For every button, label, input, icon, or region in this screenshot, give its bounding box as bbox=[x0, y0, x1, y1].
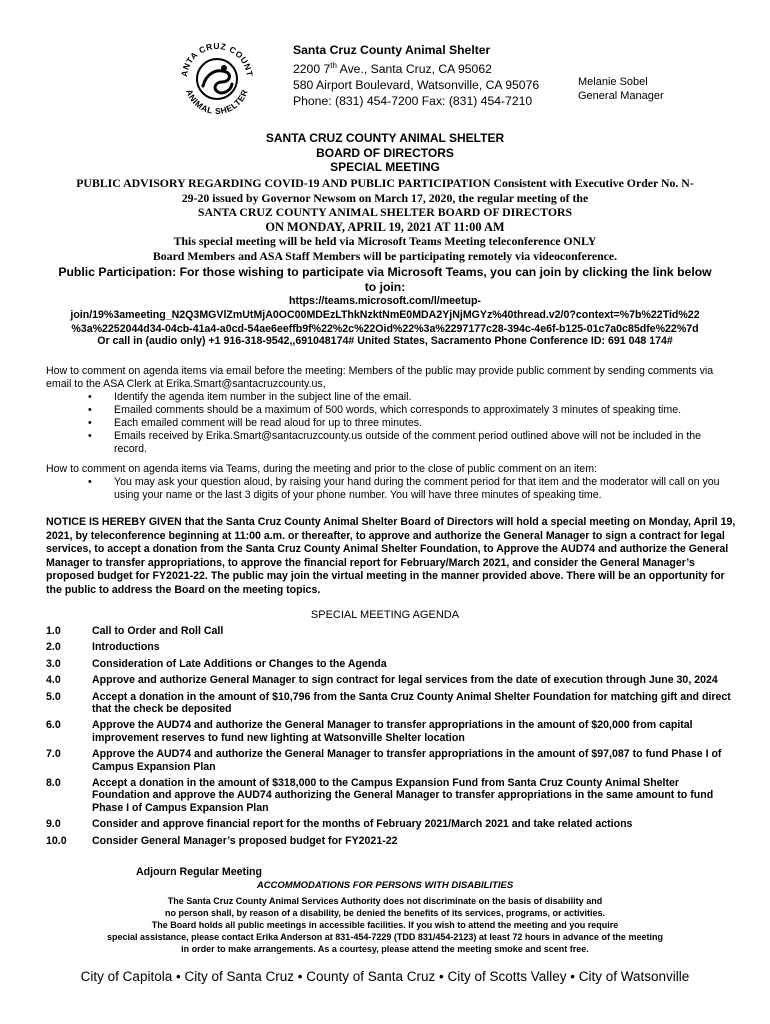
address-1-sup: th bbox=[330, 61, 337, 70]
agenda-title: SPECIAL MEETING AGENDA bbox=[310, 609, 460, 621]
email-comment-list bbox=[46, 391, 736, 456]
shelter-logo bbox=[176, 38, 258, 120]
advisory-line-3: SANTA CRUZ COUNTY ANIMAL SHELTER BOARD OF DIRECTORS bbox=[197, 205, 573, 219]
agenda-item-text: Consideration of Late Additions or Changes to the Agenda bbox=[92, 657, 387, 670]
agenda-list bbox=[46, 625, 736, 851]
list-item bbox=[46, 476, 736, 502]
public-participation bbox=[40, 265, 730, 294]
bullet-text: You may ask your question aloud, by raising your hand during the comment period for that item and the moderator will call on you using your name or the last 3 digits of your phone number. You will have three minutes of speaking time. bbox=[114, 476, 720, 501]
title-line-2: BOARD OF DIRECTORS bbox=[316, 145, 454, 160]
agenda-item bbox=[46, 818, 736, 830]
advisory-line-6: Board Members and ASA Staff Members will be participating remotely via videoconference. bbox=[152, 248, 618, 263]
bullet-icon: • bbox=[88, 404, 92, 416]
agenda-item-text: Accept a donation in the amount of $318,000 to the Campus Expansion Fund from Santa Cruz County Animal Shelter Foundation and approve the AUD74 authorizing the General Manager to transfer appropriations in the same amount to fund Phase I of Campus Expansion Plan bbox=[92, 777, 714, 814]
agenda-item-number: 9.0 bbox=[46, 818, 61, 831]
teams-url-3[interactable]: %3a%2252044d34-04cb-41a4-a0cd-54ae6eeffb9f%22%2c%22Oid%22%3a%2297177c28-394c-4e6f-b125-01c7a0c85dfe%22%7d bbox=[71, 323, 699, 335]
teams-link[interactable] bbox=[40, 294, 730, 336]
teams-comment-section bbox=[46, 463, 736, 502]
call-in-info: Or call in (audio only) +1 916-318-9542,,691048174# United States, Sacramento Phone Conference ID: 691 048 174# bbox=[97, 335, 673, 347]
agenda-item-number: 4.0 bbox=[46, 674, 61, 687]
list-item bbox=[46, 417, 736, 430]
bullet-icon: • bbox=[88, 476, 92, 488]
agenda-item-text: Introductions bbox=[92, 641, 160, 654]
agenda-item-text: Accept a donation in the amount of $10,796 from the Santa Cruz County Animal Shelter Foundation for matching gift and direct that the check be deposited bbox=[92, 690, 731, 716]
advisory-line-1: PUBLIC ADVISORY REGARDING COVID-19 AND PUBLIC PARTICIPATION Consistent with Executive Order No. N- bbox=[76, 176, 694, 190]
list-item bbox=[46, 430, 736, 456]
agenda-item-number: 3.0 bbox=[46, 657, 61, 670]
teams-url-2[interactable]: join/19%3ameeting_N2Q3MGVlZmUtMjA0OC00MDEzLThkNzktNmE0MDA2YjNjMGYz%40thread.v2/0?context=%7b%22Tid%22 bbox=[70, 309, 700, 321]
teams-comment-intro: How to comment on agenda items via Teams, during the meeting and prior to the close of public comment on an item: bbox=[46, 463, 597, 475]
email-comment-intro: How to comment on agenda items via email before the meeting: Members of the public may provide public comment by sending comments via email to the ASA Clerk at Erika.Smart@santacruzcounty.us, bbox=[46, 365, 714, 390]
manager-name: Melanie Sobel bbox=[578, 76, 648, 88]
adjourn-line: Adjourn Regular Meeting bbox=[136, 866, 262, 878]
agenda-item-text: Call to Order and Roll Call bbox=[92, 625, 224, 637]
document-title bbox=[40, 131, 730, 175]
agenda-item-number: 1.0 bbox=[46, 625, 61, 637]
manager-block bbox=[578, 75, 664, 103]
agenda-item-number: 8.0 bbox=[46, 777, 61, 790]
agenda-item-text: Approve the AUD74 and authorize the General Manager to transfer appropriations in the amount of $97,087 to fund Phase I of Campus Expansion Plan bbox=[92, 748, 722, 773]
agenda-item bbox=[46, 641, 736, 653]
bullet-text: Identify the agenda item number in the subject line of the email. bbox=[114, 391, 412, 403]
agenda-item-number: 6.0 bbox=[46, 719, 61, 732]
bullet-icon: • bbox=[88, 417, 92, 429]
advisory-line-5: This special meeting will be held via Microsoft Teams Meeting teleconference ONLY bbox=[173, 234, 597, 248]
address-1-pre: 2200 7 bbox=[293, 62, 331, 77]
address-1-post: Ave., Santa Cruz, CA 95062 bbox=[336, 62, 492, 77]
agenda-item bbox=[46, 691, 736, 716]
agenda-item-number: 10.0 bbox=[46, 834, 67, 847]
teams-comment-list bbox=[46, 476, 736, 502]
bullet-text: Emails received by Erika.Smart@santacruzcounty.us outside of the comment period outlined above will not be included in the record. bbox=[114, 430, 702, 455]
list-item bbox=[46, 404, 736, 417]
agenda-item bbox=[46, 835, 736, 847]
agenda-item bbox=[46, 625, 736, 637]
accommodations-line-2: no person shall, by reason of a disability, be denied the benefits of its services, programs, or activities. bbox=[165, 908, 605, 918]
agenda-item-text: Consider and approve financial report for the months of February 2021/March 2021 and take related actions bbox=[92, 818, 633, 831]
member-jurisdictions-footer: City of Capitola • City of Santa Cruz • County of Santa Cruz • City of Scotts Valley • City of Watsonville bbox=[80, 969, 690, 984]
list-item bbox=[46, 391, 736, 404]
agenda-item-text: Approve and authorize General Manager to sign contract for legal services from the date of execution through June 30, 2024 bbox=[92, 674, 718, 687]
accommodations-line-3: The Board holds all public meetings in accessible facilities. If you wish to attend the meeting and you require bbox=[151, 920, 619, 930]
address-line-1 bbox=[293, 58, 539, 77]
address-line-2: 580 Airport Boulevard, Watsonville, CA 95076 bbox=[293, 78, 540, 93]
participation-line-1: Public Participation: For those wishing to participate via Microsoft Teams, you can join by clicking the link below bbox=[58, 265, 712, 279]
email-comment-section bbox=[46, 365, 736, 456]
title-line-3: SPECIAL MEETING bbox=[330, 160, 440, 174]
bullet-icon: • bbox=[88, 391, 92, 403]
accommodations-line-5: in order to make arrangements. As a courtesy, please attend the meeting smoke and scent free. bbox=[181, 944, 589, 954]
logo-bottom-text: ANIMAL SHELTER bbox=[184, 87, 250, 117]
bullet-icon: • bbox=[88, 430, 92, 442]
accommodations-body bbox=[40, 895, 730, 955]
agenda-item bbox=[46, 777, 736, 814]
org-name: Santa Cruz County Animal Shelter bbox=[293, 43, 491, 57]
title-line-1: SANTA CRUZ COUNTY ANIMAL SHELTER bbox=[265, 131, 505, 145]
participation-line-2: to join: bbox=[364, 279, 406, 294]
accommodations-line-4: special assistance, please contact Erika Anderson at 831-454-7229 (TDD 831/454-2123) at least 72 hours in advance of the meeting bbox=[107, 932, 663, 942]
letterhead bbox=[293, 42, 539, 109]
agenda-item bbox=[46, 674, 736, 686]
agenda-item-number: 7.0 bbox=[46, 748, 61, 761]
agenda-item-text: Consider General Manager’s proposed budget for FY2021-22 bbox=[92, 834, 398, 847]
accommodations-title: ACCOMMODATIONS FOR PERSONS WITH DISABILITIES bbox=[256, 880, 514, 891]
agenda-item-number: 2.0 bbox=[46, 641, 61, 654]
agenda-item bbox=[46, 748, 736, 773]
teams-url-1[interactable]: https://teams.microsoft.com/l/meetup- bbox=[289, 295, 481, 307]
agenda-item bbox=[46, 719, 736, 744]
agenda-item bbox=[46, 658, 736, 670]
advisory-line-4: ON MONDAY, APRIL 19, 2021 AT 11:00 AM bbox=[265, 219, 505, 234]
agenda-item-text: Approve the AUD74 and authorize the General Manager to transfer appropriations in the amount of $20,000 from capital improvement reserves to fund new lighting at Watsonville Shelter location bbox=[92, 719, 693, 744]
phone-fax: Phone: (831) 454-7200 Fax: (831) 454-7210 bbox=[293, 94, 533, 109]
public-advisory bbox=[40, 176, 730, 263]
manager-title: General Manager bbox=[578, 90, 664, 102]
meeting-notice: NOTICE IS HEREBY GIVEN that the Santa Cruz County Animal Shelter Board of Directors will hold a special meeting on Monday, April 19, 2021, by teleconference beginning at 11:00 a.m. or thereafter, to approve and authorize the General Manager to sign a contract for legal services, to accept a donation from the Santa Cruz County Animal Shelter Foundation, to Approve the AUD74 and authorize the General Manager to transfer appropriations, to approve the financial report for February/March 2021, and consider the General Manager’s proposed budget for FY2021-22. The public may join the virtual meeting in the manner provided above. There will be an opportunity for the public to address the Board on the meeting topics. bbox=[46, 516, 736, 596]
agenda-item-number: 5.0 bbox=[46, 690, 61, 703]
bullet-text: Each emailed comment will be read aloud for up to three minutes. bbox=[114, 417, 422, 429]
logo-top-text: ANTA CRUZ COUNT bbox=[178, 40, 255, 78]
bullet-text: Emailed comments should be a maximum of 500 words, which corresponds to approximately 3 minutes of speaking time. bbox=[114, 404, 682, 416]
accommodations-line-1: The Santa Cruz County Animal Services Authority does not discriminate on the basis of disability and bbox=[167, 896, 603, 906]
shelter-logo-icon bbox=[176, 38, 258, 120]
advisory-line-2: 29-20 issued by Governor Newsom on March 17, 2020, the regular meeting of the bbox=[181, 190, 589, 205]
